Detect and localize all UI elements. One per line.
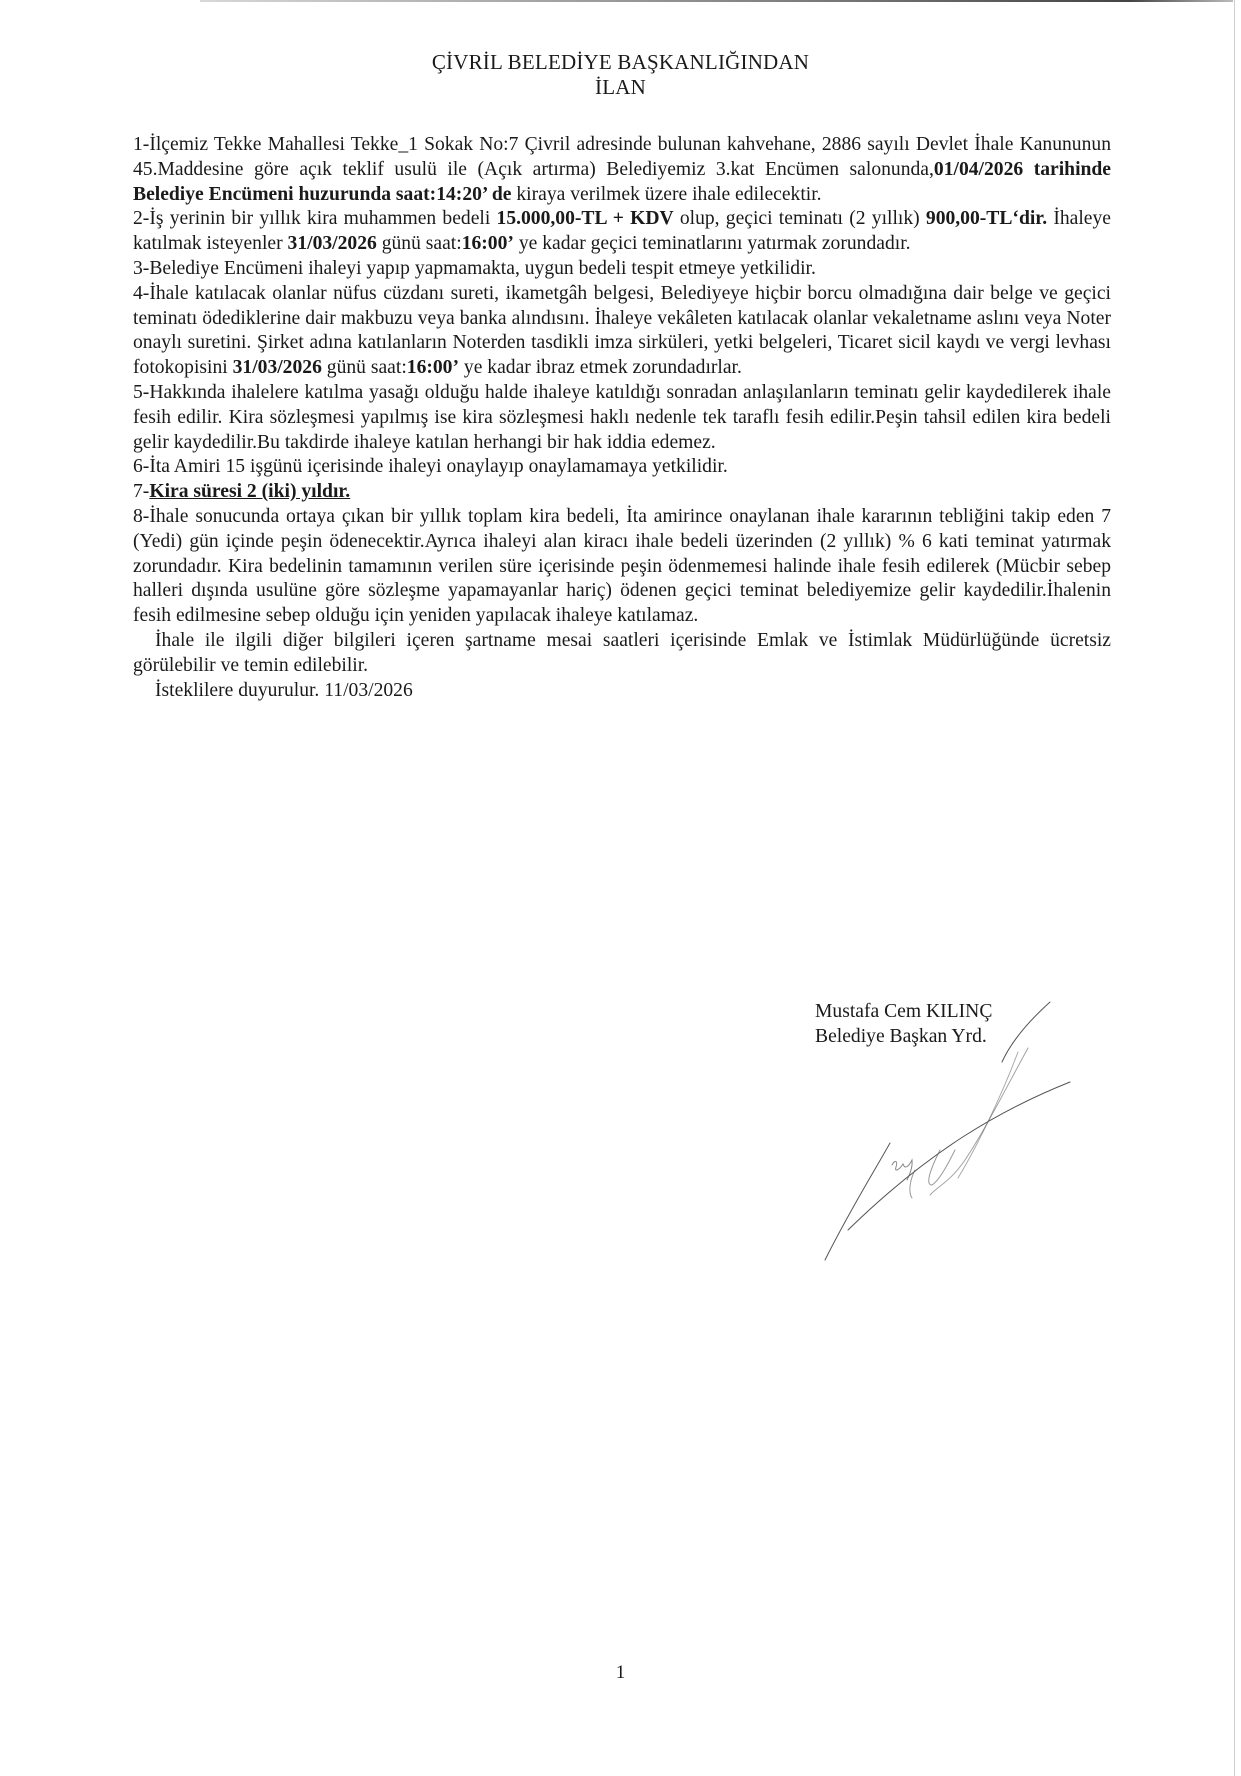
closing-announcement: İsteklilere duyurulur. 11/03/2026 [155,679,413,701]
announcement-body [133,133,1111,703]
signatory-title: Belediye Başkan Yrd. [815,1025,987,1047]
clause-2: 2-İş yerinin bir yıllık kira muhammen bedeli 15.000,00-TL + KDV olup, geçici teminatı (2 yıllık) 900,00-TL‘dir. İhaleye katılmak isteyenler 31/03/2026 günü saat:16:00’ ye kadar geçici teminatlarını yatırmak zorundadır. [133,208,1111,255]
signatory-name: Mustafa Cem KILINÇ [815,1001,993,1022]
page-number: 1 [615,1662,626,1683]
closing-info: İhale ile ilgili diğer bilgileri içeren şartname mesai saatleri içerisinde Emlak ve İstimlak Müdürlüğünde ücretsiz görülebilir ve temin edilebilir. [133,629,1111,676]
clause-4: 4-İhale katılacak olanlar nüfus cüzdanı sureti, ikametgâh belgesi, Belediyeye hiçbir borcu olmadığına dair belge ve geçici teminatı ödediklerine dair makbuzu veya banka alındısını. İhaleye vekâleten katılacak olanlar vekaletname aslını veya Noter onaylı suretini. Şirket adına katılanların Noterden tasdikli imza sirküleri, yetki belgeleri, Ticaret sicil kaydı ve vergi levhası fotokopisini 31/03/2026 günü saat:16:00’ ye kadar ibraz etmek zorundadırlar. [133,282,1111,379]
issuer-title: ÇİVRİL BELEDİYE BAŞKANLIĞINDAN [431,50,810,74]
clause-6: 6-İta Amiri 15 işgünü içerisinde ihaleyi onaylayıp onaylamamaya yetkilidir. [133,456,728,478]
scan-edge-right [1234,0,1235,1776]
document-title: İLAN [595,75,646,99]
clause-3: 3-Belediye Encümeni ihaleyi yapıp yapmamakta, uygun bedeli tespit etmeye yetkilidir. [133,257,816,279]
signature-block [815,1000,992,1050]
clause-7: 7-Kira süresi 2 (iki) yıldır. [133,481,351,503]
clause-5: 5-Hakkında ihalelere katılma yasağı olduğu halde ihaleye katıldığı sonradan anlaşılanların teminatı gelir kaydedilerek ihale fesih edilir. Kira sözleşmesi yapılmış ise kira sözleşmesi haklı nedenle tek taraflı fesih edilir.Peşin tahsil edilen kira bedeli gelir kaydedilir.Bu takdirde ihaleye katılan herhangi bir hak iddia edemez. [133,381,1111,453]
clause-1: 1-İlçemiz Tekke Mahallesi Tekke_1 Sokak No:7 Çivril adresinde bulunan kahvehane, 2886 sayılı Devlet İhale Kanununun 45.Maddesine göre açık teklif usulü ile (Açık artırma) Belediyemiz 3.kat Encümen salonunda,01/04/2026 tarihinde Belediye Encümeni huzurunda saat:14:20’ de kiraya verilmek üzere ihale edilecektir. [133,134,1111,205]
scan-edge-top [200,0,1233,2]
document-header [0,50,1241,100]
clause-8: 8-İhale sonucunda ortaya çıkan bir yıllık toplam kira bedeli, İta amirince onaylanan ihale kararının tebliğini takip eden 7 (Yedi) gün içinde peşin ödenecektir.Ayrıca ihaleyi alan kiracı ihale bedeli üzerinden (2 yıllık) % 6 kati teminat yatırmak zorundadır. Kira bedelinin tamamının verilen süre içerisinde peşin ödenmemesi halinde ihale fesih edilerek (Mücbir sebep halleri dışında usulüne göre sözleşme yapamayanlar hariç) ödenen geçici teminat belediyemize gelir kaydedilir.İhalenin fesih edilmesine sebep olduğu için yeniden yapılacak ihaleye katılamaz. [133,505,1111,627]
